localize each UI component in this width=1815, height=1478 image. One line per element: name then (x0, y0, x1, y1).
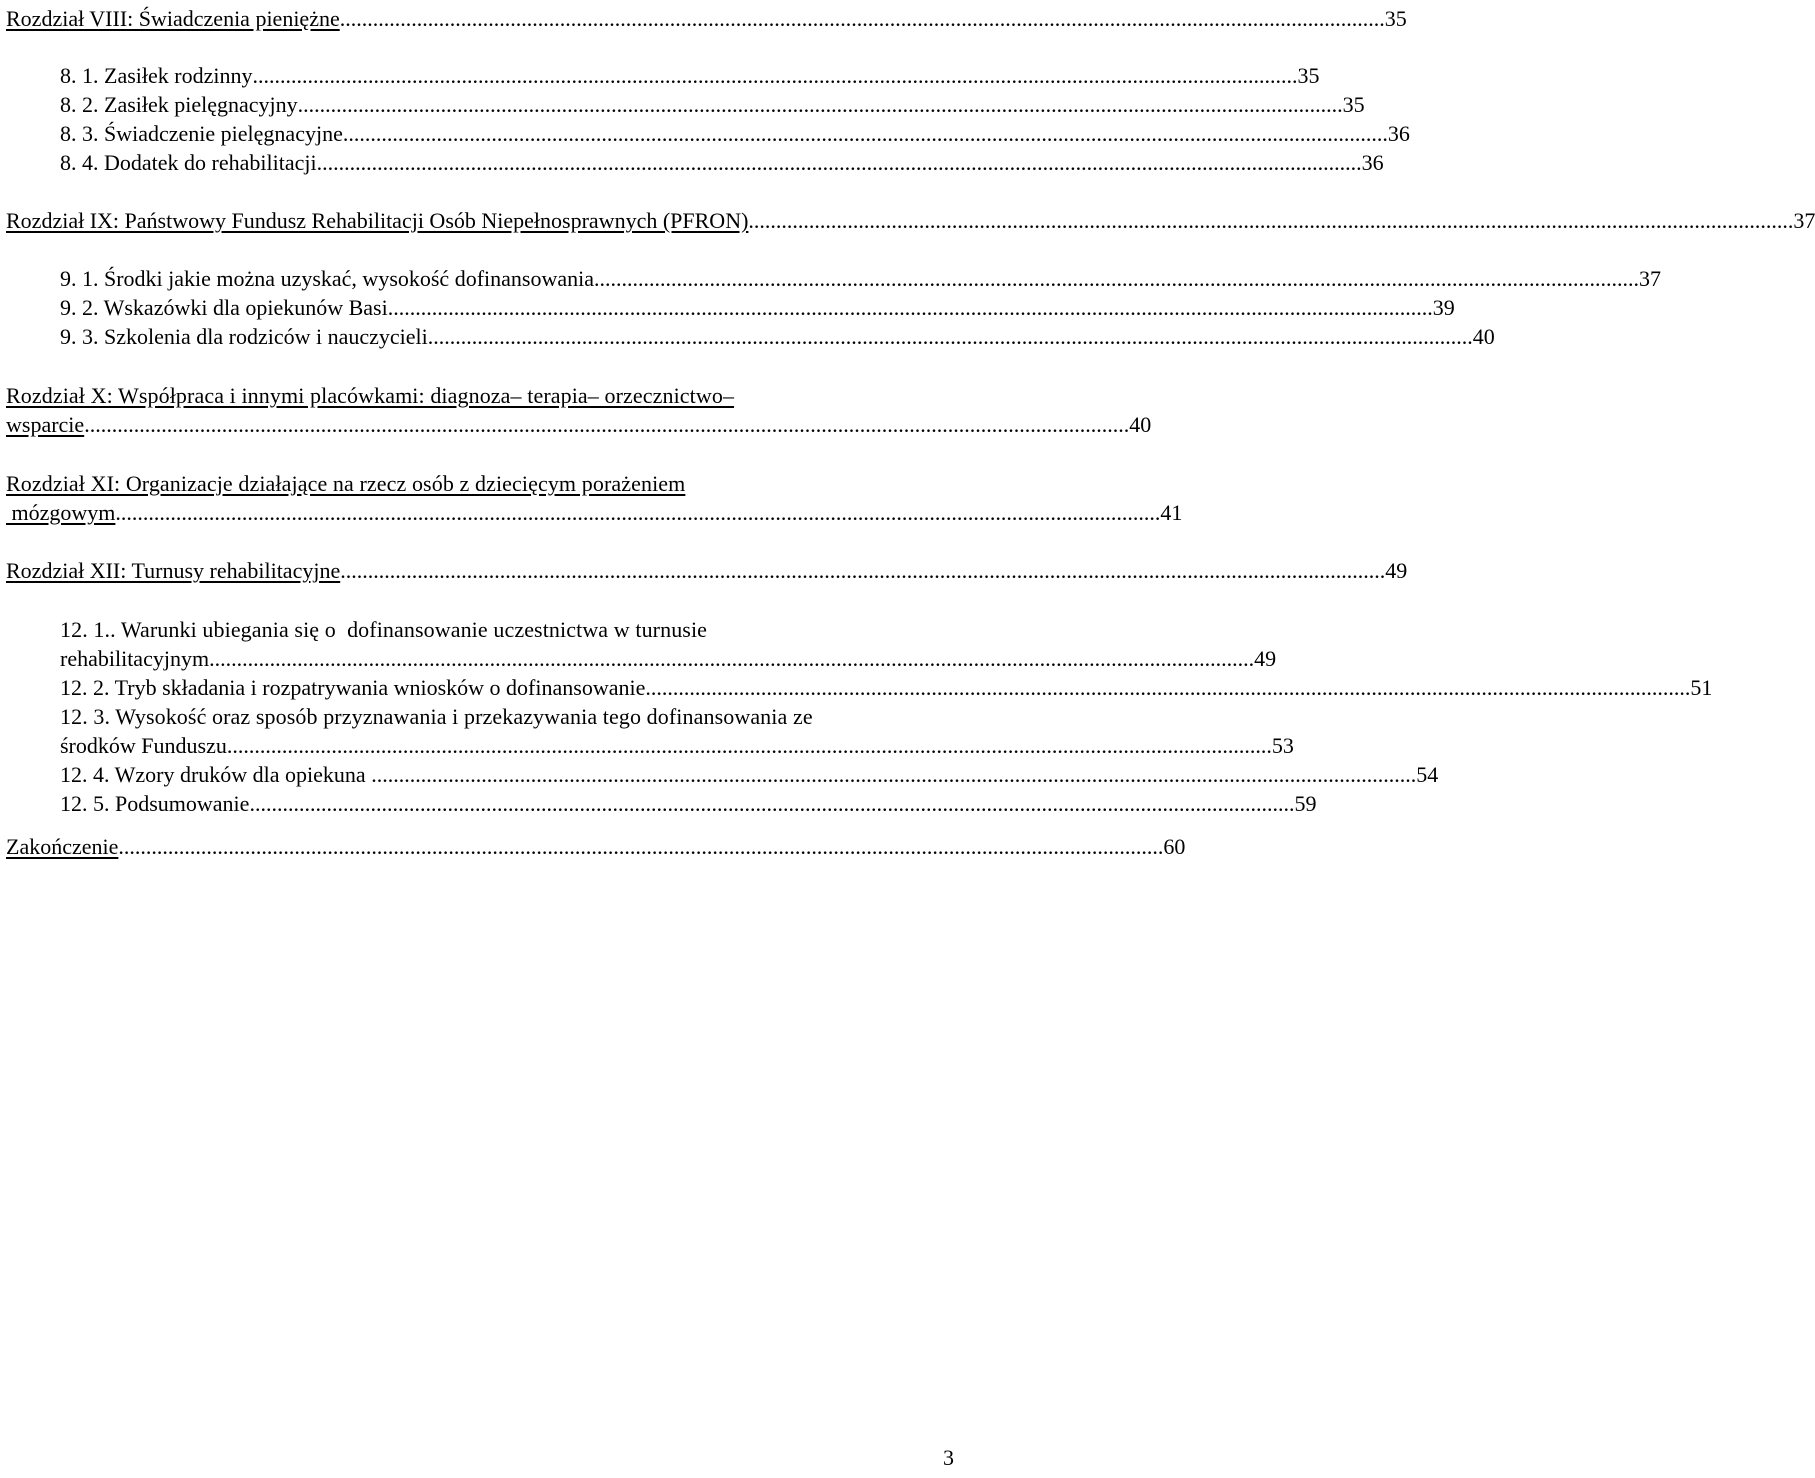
toc-page-number: 35 (1297, 63, 1320, 88)
page-number: 3 (943, 1445, 954, 1470)
toc-entry[interactable] (60, 733, 1294, 759)
toc-entry-title: 9. 1. Środki jakie można uzyskać, wysokość dofinansowania (60, 266, 594, 291)
toc-leader: .............................................................................................................................................................................................. (115, 500, 1161, 525)
toc-entry-title: 9. 3. Szkolenia dla rodziców i nauczycieli (60, 324, 428, 349)
toc-entry-title: 12. 4. Wzory druków dla opiekuna (60, 762, 372, 787)
toc-entry[interactable] (60, 675, 1713, 701)
toc-entry-title: 8. 1. Zasiłek rodzinny (60, 63, 253, 88)
toc-leader: .............................................................................................................................................................................................. (748, 208, 1794, 233)
toc-page-number: 37 (1793, 208, 1815, 233)
toc-leader: .............................................................................................................................................................................................. (84, 412, 1130, 437)
toc-leader: .............................................................................................................................................................................................. (252, 63, 1298, 88)
toc-entry[interactable] (60, 791, 1317, 817)
toc-entry-title: Rozdział IX: Państwowy Fundusz Rehabilitacji Osób Niepełnosprawnych (PFRON) (6, 208, 749, 233)
toc-entry[interactable] (60, 150, 1384, 176)
toc-entry-title: 9. 2. Wskazówki dla opiekunów Basi (60, 295, 388, 320)
toc-entry[interactable] (6, 208, 1815, 234)
toc-entry[interactable] (6, 834, 1186, 860)
toc-entry[interactable] (60, 266, 1661, 292)
toc-entry-title: 12. 5. Podsumowanie (60, 791, 250, 816)
toc-entry-title: Rozdział VIII: Świadczenia pieniężne (6, 6, 340, 31)
toc-entry[interactable] (60, 92, 1365, 118)
toc-page-number: 36 (1387, 121, 1410, 146)
toc-page-number: 41 (1160, 500, 1183, 525)
toc-page-number: 39 (1432, 295, 1455, 320)
toc-entry-title-cont: wsparcie (6, 412, 85, 437)
toc-entry-title: Rozdział XII: Turnusy rehabilitacyjne (6, 558, 341, 583)
toc-entry[interactable] (6, 558, 1408, 584)
toc-entry[interactable] (60, 121, 1410, 147)
toc-entry-title: Zakończenie (6, 834, 119, 859)
toc-leader: .............................................................................................................................................................................................. (118, 834, 1164, 859)
toc-entry-title-cont: mózgowym (6, 500, 116, 525)
toc-page-number: 54 (1416, 762, 1439, 787)
toc-entry[interactable] (60, 63, 1320, 89)
toc-page-number: 40 (1129, 412, 1152, 437)
toc-page-number: 60 (1163, 834, 1186, 859)
toc-entry-title: 8. 4. Dodatek do rehabilitacji (60, 150, 317, 175)
toc-entry[interactable] (6, 500, 1183, 526)
toc-page-number: 35 (1384, 6, 1407, 31)
toc-leader: .............................................................................................................................................................................................. (339, 6, 1385, 31)
toc-leader: .............................................................................................................................................................................................. (226, 733, 1272, 758)
toc-entry-title-cont: rehabilitacyjnym (60, 646, 210, 671)
toc-entry[interactable] (60, 324, 1495, 350)
toc-entry[interactable] (6, 6, 1407, 32)
toc-leader: .............................................................................................................................................................................................. (342, 121, 1388, 146)
toc-leader: .............................................................................................................................................................................................. (371, 762, 1417, 787)
toc-leader: .............................................................................................................................................................................................. (387, 295, 1433, 320)
toc-leader: .............................................................................................................................................................................................. (297, 92, 1343, 117)
toc-entry-title: 8. 2. Zasiłek pielęgnacyjny (60, 92, 298, 117)
toc-leader: .............................................................................................................................................................................................. (594, 266, 1639, 291)
toc-entry-title-cont: środków Funduszu (60, 733, 227, 758)
toc-page-number: 36 (1361, 150, 1384, 175)
toc-leader: .............................................................................................................................................................................................. (645, 675, 1691, 700)
toc-leader: .............................................................................................................................................................................................. (340, 558, 1386, 583)
toc-entry[interactable] (60, 762, 1439, 788)
toc-entry[interactable] (6, 412, 1152, 438)
toc-leader: .............................................................................................................................................................................................. (427, 324, 1473, 349)
toc-entry-title[interactable]: 12. 1.. Warunki ubiegania się o dofinansowanie uczestnictwa w turnusie (60, 617, 708, 642)
toc-page-number: 51 (1690, 675, 1713, 700)
toc-page-number: 59 (1294, 791, 1317, 816)
toc-leader: .............................................................................................................................................................................................. (249, 791, 1295, 816)
toc-leader: .............................................................................................................................................................................................. (209, 646, 1255, 671)
toc-page-number: 37 (1639, 266, 1661, 291)
toc-entry-title[interactable]: Rozdział XI: Organizacje działające na rzecz osób z dziecięcym porażeniem (6, 471, 686, 496)
toc-entry[interactable] (60, 646, 1277, 672)
toc-page-number: 53 (1271, 733, 1294, 758)
toc-entry-title: 8. 3. Świadczenie pielęgnacyjne (60, 121, 343, 146)
toc-entry[interactable] (60, 295, 1455, 321)
toc-leader: .............................................................................................................................................................................................. (316, 150, 1362, 175)
toc-page-number: 49 (1254, 646, 1277, 671)
toc-page-number: 49 (1385, 558, 1408, 583)
toc-page-number: 40 (1472, 324, 1495, 349)
toc-entry-title[interactable]: 12. 3. Wysokość oraz sposób przyznawania i przekazywania tego dofinansowania ze (60, 704, 813, 729)
toc-entry-title: 12. 2. Tryb składania i rozpatrywania wniosków o dofinansowanie (60, 675, 646, 700)
toc-page-number: 35 (1342, 92, 1365, 117)
toc-entry-title[interactable]: Rozdział X: Współpraca i innymi placówkami: diagnoza– terapia– orzecznictwo– (6, 383, 735, 408)
